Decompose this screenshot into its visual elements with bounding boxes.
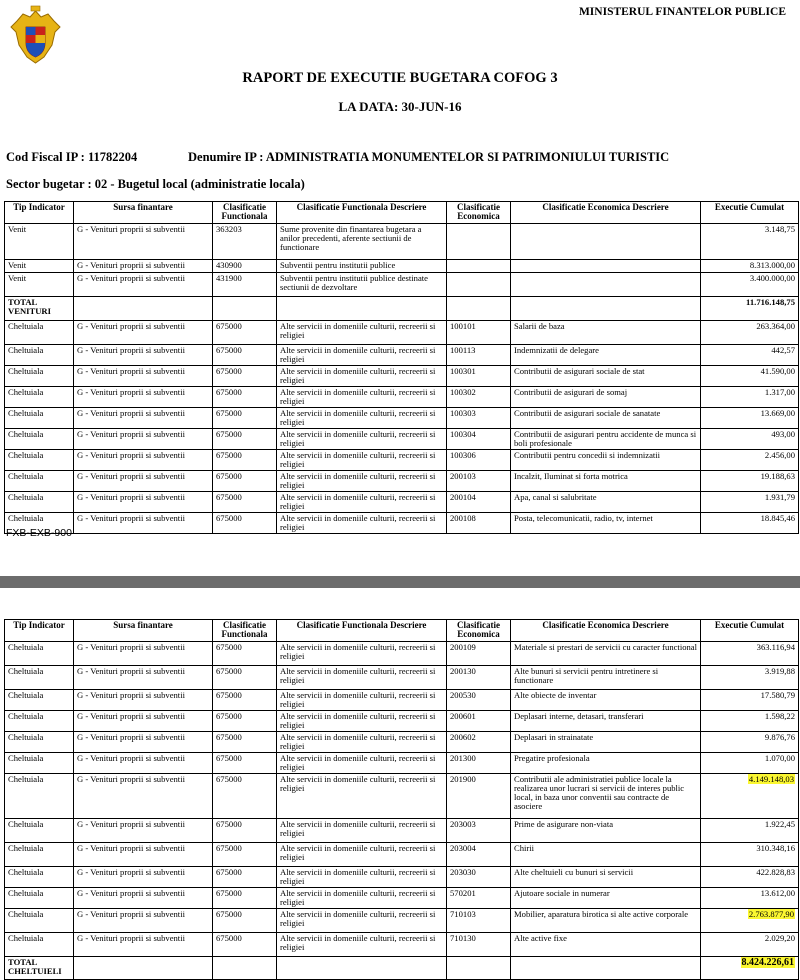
functionala-descriere-cell: Alte servicii in domeniile culturii, recreerii si religiei	[277, 492, 447, 513]
functionala-descriere-cell: Alte servicii in domeniile culturii, recreerii si religiei	[277, 843, 447, 867]
tip-indicator-cell: Cheltuiala	[5, 471, 74, 492]
tip-indicator-cell: Cheltuiala	[5, 888, 74, 909]
executie-cumulat-cell: 17.580,79	[701, 690, 799, 711]
clasificatie-functionala-cell: 431900	[213, 273, 277, 297]
table-row	[5, 867, 799, 888]
table-row	[5, 933, 799, 957]
clasificatie-economica-cell: 100306	[447, 450, 511, 471]
clasificatie-functionala-cell: 675000	[213, 366, 277, 387]
column-header: Sursa finantare	[74, 202, 213, 224]
executie-cumulat-cell: 13.612,00	[701, 888, 799, 909]
clasificatie-economica-cell: 100304	[447, 429, 511, 450]
functionala-descriere-cell: Alte servicii in domeniile culturii, recreerii si religiei	[277, 666, 447, 690]
clasificatie-functionala-cell	[213, 297, 277, 321]
column-header: Executie Cumulat	[701, 202, 799, 224]
executie-cumulat-cell: 11.716.148,75	[701, 297, 799, 321]
functionala-descriere-cell: Alte servicii in domeniile culturii, recreerii si religiei	[277, 753, 447, 774]
clasificatie-functionala-cell: 675000	[213, 933, 277, 957]
table-row	[5, 429, 799, 450]
sursa-finantare-cell: G - Venituri proprii si subventii	[74, 471, 213, 492]
sursa-finantare-cell: G - Venituri proprii si subventii	[74, 732, 213, 753]
functionala-descriere-cell: Alte servicii in domeniile culturii, recreerii si religiei	[277, 471, 447, 492]
executie-cumulat-cell: 1.317,00	[701, 387, 799, 408]
functionala-descriere-cell: Alte servicii in domeniile culturii, recreerii si religiei	[277, 642, 447, 666]
tip-indicator-cell: Cheltuiala	[5, 492, 74, 513]
column-header: Clasificatie Functionala Descriere	[277, 202, 447, 224]
sursa-finantare-cell: G - Venituri proprii si subventii	[74, 408, 213, 429]
tip-indicator-cell: Cheltuiala	[5, 690, 74, 711]
clasificatie-functionala-cell: 675000	[213, 387, 277, 408]
functionala-descriere-cell: Alte servicii in domeniile culturii, recreerii si religiei	[277, 513, 447, 534]
table-row	[5, 690, 799, 711]
economica-descriere-cell: Deplasari in strainatate	[511, 732, 701, 753]
functionala-descriere-cell: Alte servicii in domeniile culturii, recreerii si religiei	[277, 345, 447, 366]
sursa-finantare-cell: G - Venituri proprii si subventii	[74, 513, 213, 534]
functionala-descriere-cell: Alte servicii in domeniile culturii, recreerii si religiei	[277, 321, 447, 345]
sursa-finantare-cell: G - Venituri proprii si subventii	[74, 753, 213, 774]
table-header-row	[5, 620, 799, 642]
executie-cumulat-cell: 8.313.000,00	[701, 260, 799, 273]
tip-indicator-cell: Venit	[5, 224, 74, 260]
sursa-finantare-cell: G - Venituri proprii si subventii	[74, 273, 213, 297]
sursa-finantare-cell: G - Venituri proprii si subventii	[74, 387, 213, 408]
functionala-descriere-cell: Alte servicii in domeniile culturii, recreerii si religiei	[277, 711, 447, 732]
executie-cumulat-cell: 1.070,00	[701, 753, 799, 774]
table-row	[5, 297, 799, 321]
clasificatie-economica-cell: 201900	[447, 774, 511, 819]
executie-cumulat-cell: 3.148,75	[701, 224, 799, 260]
economica-descriere-cell: Contributii ale administratiei publice locale la realizarea unor lucrari si servicii de interes public local, in baza unor conventii sau contracte de asociere	[511, 774, 701, 819]
clasificatie-economica-cell: 100302	[447, 387, 511, 408]
tip-indicator-cell: Cheltuiala	[5, 933, 74, 957]
executie-cumulat-cell: 2.456,00	[701, 450, 799, 471]
tip-indicator-cell: Cheltuiala	[5, 867, 74, 888]
economica-descriere-cell: Contributii de asigurari de somaj	[511, 387, 701, 408]
sursa-finantare-cell: G - Venituri proprii si subventii	[74, 666, 213, 690]
functionala-descriere-cell: Alte servicii in domeniile culturii, recreerii si religiei	[277, 867, 447, 888]
tip-indicator-cell: Cheltuiala	[5, 450, 74, 471]
economica-descriere-cell: Alte bunuri si servicii pentru intretinere si functionare	[511, 666, 701, 690]
clasificatie-functionala-cell: 675000	[213, 867, 277, 888]
table-row	[5, 387, 799, 408]
budget-table-page-1	[4, 201, 799, 534]
functionala-descriere-cell	[277, 297, 447, 321]
sursa-finantare-cell: G - Venituri proprii si subventii	[74, 888, 213, 909]
clasificatie-economica-cell: 200130	[447, 666, 511, 690]
clasificatie-functionala-cell: 675000	[213, 471, 277, 492]
report-title: RAPORT DE EXECUTIE BUGETARA COFOG 3	[242, 70, 558, 86]
executie-cumulat-cell: 41.590,00	[701, 366, 799, 387]
clasificatie-functionala-cell: 430900	[213, 260, 277, 273]
table-row	[5, 843, 799, 867]
sursa-finantare-cell: G - Venituri proprii si subventii	[74, 711, 213, 732]
clasificatie-functionala-cell: 675000	[213, 690, 277, 711]
executie-cumulat-cell: 18.845,46	[701, 513, 799, 534]
functionala-descriere-cell: Alte servicii in domeniile culturii, recreerii si religiei	[277, 450, 447, 471]
clasificatie-economica-cell: 200109	[447, 642, 511, 666]
form-code: FXB-EXB-900	[6, 527, 72, 539]
column-header: Clasificatie Functionala Descriere	[277, 620, 447, 642]
clasificatie-economica-cell: 100303	[447, 408, 511, 429]
column-header: Clasificatie Functionala	[213, 620, 277, 642]
clasificatie-economica-cell	[447, 260, 511, 273]
executie-cumulat-cell: 2.029,20	[701, 933, 799, 957]
table-row	[5, 819, 799, 843]
highlighted-value: 8.424.226,61	[741, 957, 794, 968]
executie-cumulat-cell: 363.116,94	[701, 642, 799, 666]
economica-descriere-cell: Posta, telecomunicatii, radio, tv, internet	[511, 513, 701, 534]
economica-descriere-cell: Contributii de asigurari sociale de stat	[511, 366, 701, 387]
sursa-finantare-cell: G - Venituri proprii si subventii	[74, 909, 213, 933]
tip-indicator-cell: Cheltuiala	[5, 387, 74, 408]
fiscal-code: Cod Fiscal IP : 11782204	[6, 150, 138, 164]
column-header: Clasificatie Economica	[447, 202, 511, 224]
budget-table-page-2	[4, 619, 799, 980]
clasificatie-functionala-cell: 675000	[213, 909, 277, 933]
functionala-descriere-cell: Alte servicii in domeniile culturii, recreerii si religiei	[277, 429, 447, 450]
sursa-finantare-cell	[74, 297, 213, 321]
clasificatie-functionala-cell: 675000	[213, 732, 277, 753]
clasificatie-economica-cell: 203004	[447, 843, 511, 867]
economica-descriere-cell	[511, 273, 701, 297]
economica-descriere-cell: Alte cheltuieli cu bunuri si servicii	[511, 867, 701, 888]
functionala-descriere-cell: Subventii pentru institutii publice destinate sectiunii de dezvoltare	[277, 273, 447, 297]
tip-indicator-cell: Cheltuiala	[5, 843, 74, 867]
clasificatie-functionala-cell: 675000	[213, 888, 277, 909]
tip-indicator-cell: Cheltuiala	[5, 666, 74, 690]
functionala-descriere-cell: Alte servicii in domeniile culturii, recreerii si religiei	[277, 909, 447, 933]
column-header: Executie Cumulat	[701, 620, 799, 642]
economica-descriere-cell	[511, 224, 701, 260]
economica-descriere-cell: Salarii de baza	[511, 321, 701, 345]
economica-descriere-cell: Contributii de asigurari pentru accidente de munca si boli profesionale	[511, 429, 701, 450]
sursa-finantare-cell: G - Venituri proprii si subventii	[74, 429, 213, 450]
table-header-row	[5, 202, 799, 224]
table-row	[5, 888, 799, 909]
column-header: Tip Indicator	[5, 620, 74, 642]
clasificatie-functionala-cell: 675000	[213, 843, 277, 867]
clasificatie-economica-cell: 203003	[447, 819, 511, 843]
executie-cumulat-cell	[701, 909, 799, 933]
executie-cumulat-cell	[701, 774, 799, 819]
table-row	[5, 321, 799, 345]
table-row	[5, 260, 799, 273]
economica-descriere-cell: Deplasari interne, detasari, transferari	[511, 711, 701, 732]
economica-descriere-cell: Incalzit, Iluminat si forta motrica	[511, 471, 701, 492]
institution-name: Denumire IP : ADMINISTRATIA MONUMENTELOR SI PATRIMONIULUI TURISTIC	[188, 150, 670, 164]
clasificatie-economica-cell: 200602	[447, 732, 511, 753]
tip-indicator-cell: TOTAL CHELTUIELI	[5, 957, 74, 980]
functionala-descriere-cell: Alte servicii in domeniile culturii, recreerii si religiei	[277, 366, 447, 387]
economica-descriere-cell: Alte active fixe	[511, 933, 701, 957]
sursa-finantare-cell: G - Venituri proprii si subventii	[74, 224, 213, 260]
clasificatie-economica-cell: 200104	[447, 492, 511, 513]
clasificatie-economica-cell: 200108	[447, 513, 511, 534]
tip-indicator-cell: Cheltuiala	[5, 909, 74, 933]
sursa-finantare-cell: G - Venituri proprii si subventii	[74, 774, 213, 819]
tip-indicator-cell: Cheltuiala	[5, 345, 74, 366]
executie-cumulat-cell: 19.188,63	[701, 471, 799, 492]
report-date: LA DATA: 30-JUN-16	[338, 99, 462, 114]
functionala-descriere-cell: Sume provenite din finantarea bugetara a anilor precedenti, aferente sectiunii de functionare	[277, 224, 447, 260]
economica-descriere-cell: Mobilier, aparatura birotica si alte active corporale	[511, 909, 701, 933]
table-row	[5, 642, 799, 666]
economica-descriere-cell: Materiale si prestari de servicii cu caracter functional	[511, 642, 701, 666]
clasificatie-economica-cell: 200601	[447, 711, 511, 732]
sursa-finantare-cell: G - Venituri proprii si subventii	[74, 843, 213, 867]
tip-indicator-cell: Cheltuiala	[5, 513, 74, 534]
clasificatie-economica-cell	[447, 297, 511, 321]
tip-indicator-cell: Cheltuiala	[5, 408, 74, 429]
economica-descriere-cell: Apa, canal si salubritate	[511, 492, 701, 513]
sursa-finantare-cell: G - Venituri proprii si subventii	[74, 345, 213, 366]
sursa-finantare-cell: G - Venituri proprii si subventii	[74, 260, 213, 273]
functionala-descriere-cell: Alte servicii in domeniile culturii, recreerii si religiei	[277, 933, 447, 957]
table-row	[5, 753, 799, 774]
clasificatie-economica-cell: 710103	[447, 909, 511, 933]
tip-indicator-cell: Cheltuiala	[5, 732, 74, 753]
clasificatie-functionala-cell: 675000	[213, 711, 277, 732]
economica-descriere-cell: Alte obiecte de inventar	[511, 690, 701, 711]
executie-cumulat-cell: 13.669,00	[701, 408, 799, 429]
clasificatie-functionala-cell: 675000	[213, 753, 277, 774]
clasificatie-economica-cell: 100101	[447, 321, 511, 345]
executie-cumulat-cell: 493,00	[701, 429, 799, 450]
tip-indicator-cell: TOTAL VENITURI	[5, 297, 74, 321]
economica-descriere-cell	[511, 297, 701, 321]
functionala-descriere-cell: Alte servicii in domeniile culturii, recreerii si religiei	[277, 387, 447, 408]
budget-sector: Sector bugetar : 02 - Bugetul local (administratie locala)	[6, 177, 305, 191]
economica-descriere-cell: Pregatire profesionala	[511, 753, 701, 774]
table-row	[5, 450, 799, 471]
executie-cumulat-cell: 3.400.000,00	[701, 273, 799, 297]
tip-indicator-cell: Cheltuiala	[5, 366, 74, 387]
tip-indicator-cell: Cheltuiala	[5, 642, 74, 666]
table-row	[5, 711, 799, 732]
sursa-finantare-cell: G - Venituri proprii si subventii	[74, 366, 213, 387]
executie-cumulat-cell: 263.364,00	[701, 321, 799, 345]
functionala-descriere-cell: Subventii pentru institutii publice	[277, 260, 447, 273]
executie-cumulat-cell: 3.919,88	[701, 666, 799, 690]
functionala-descriere-cell: Alte servicii in domeniile culturii, recreerii si religiei	[277, 774, 447, 819]
executie-cumulat-cell: 9.876,76	[701, 732, 799, 753]
functionala-descriere-cell: Alte servicii in domeniile culturii, recreerii si religiei	[277, 732, 447, 753]
clasificatie-functionala-cell: 675000	[213, 408, 277, 429]
functionala-descriere-cell: Alte servicii in domeniile culturii, recreerii si religiei	[277, 690, 447, 711]
economica-descriere-cell: Prime de asigurare non-viata	[511, 819, 701, 843]
highlighted-value: 4.149.148,03	[748, 774, 794, 784]
ministry-name: MINISTERUL FINANTELOR PUBLICE	[578, 6, 786, 18]
column-header: Tip Indicator	[5, 202, 74, 224]
column-header: Clasificatie Economica Descriere	[511, 202, 701, 224]
page-separator	[0, 576, 800, 588]
clasificatie-economica-cell: 100301	[447, 366, 511, 387]
column-header: Clasificatie Economica Descriere	[511, 620, 701, 642]
tip-indicator-cell: Cheltuiala	[5, 321, 74, 345]
column-header: Clasificatie Functionala	[213, 202, 277, 224]
clasificatie-economica-cell: 201300	[447, 753, 511, 774]
functionala-descriere-cell: Alte servicii in domeniile culturii, recreerii si religiei	[277, 408, 447, 429]
table-row	[5, 345, 799, 366]
sursa-finantare-cell: G - Venituri proprii si subventii	[74, 321, 213, 345]
clasificatie-functionala-cell: 363203	[213, 224, 277, 260]
clasificatie-functionala-cell: 675000	[213, 492, 277, 513]
tip-indicator-cell: Cheltuiala	[5, 711, 74, 732]
table-row	[5, 273, 799, 297]
clasificatie-functionala-cell: 675000	[213, 345, 277, 366]
table-row	[5, 774, 799, 819]
clasificatie-economica-cell: 200530	[447, 690, 511, 711]
economica-descriere-cell	[511, 260, 701, 273]
sursa-finantare-cell: G - Venituri proprii si subventii	[74, 867, 213, 888]
clasificatie-functionala-cell: 675000	[213, 429, 277, 450]
table-row	[5, 408, 799, 429]
executie-cumulat-cell: 310.348,16	[701, 843, 799, 867]
tip-indicator-cell: Cheltuiala	[5, 819, 74, 843]
clasificatie-economica-cell: 203030	[447, 867, 511, 888]
clasificatie-functionala-cell: 675000	[213, 450, 277, 471]
clasificatie-economica-cell: 200103	[447, 471, 511, 492]
economica-descriere-cell: Indemnizatii de delegare	[511, 345, 701, 366]
table-row	[5, 909, 799, 933]
tip-indicator-cell: Cheltuiala	[5, 429, 74, 450]
clasificatie-economica-cell	[447, 273, 511, 297]
sursa-finantare-cell: G - Venituri proprii si subventii	[74, 492, 213, 513]
clasificatie-functionala-cell: 675000	[213, 321, 277, 345]
functionala-descriere-cell: Alte servicii in domeniile culturii, recreerii si religiei	[277, 819, 447, 843]
table-row	[5, 224, 799, 260]
sursa-finantare-cell: G - Venituri proprii si subventii	[74, 690, 213, 711]
table-row	[5, 471, 799, 492]
column-header: Clasificatie Economica	[447, 620, 511, 642]
economica-descriere-cell: Contributii pentru concedii si indemnizatii	[511, 450, 701, 471]
executie-cumulat-cell: 1.598,22	[701, 711, 799, 732]
column-header: Sursa finantare	[74, 620, 213, 642]
tip-indicator-cell: Cheltuiala	[5, 774, 74, 819]
executie-cumulat-cell: 422.828,83	[701, 867, 799, 888]
sursa-finantare-cell: G - Venituri proprii si subventii	[74, 819, 213, 843]
coat-of-arms-icon	[8, 5, 63, 69]
tip-indicator-cell: Venit	[5, 273, 74, 297]
functionala-descriere-cell: Alte servicii in domeniile culturii, recreerii si religiei	[277, 888, 447, 909]
economica-descriere-cell: Ajutoare sociale in numerar	[511, 888, 701, 909]
clasificatie-economica-cell: 100113	[447, 345, 511, 366]
sursa-finantare-cell: G - Venituri proprii si subventii	[74, 642, 213, 666]
sursa-finantare-cell: G - Venituri proprii si subventii	[74, 450, 213, 471]
table-row	[5, 666, 799, 690]
clasificatie-functionala-cell: 675000	[213, 819, 277, 843]
table-row	[5, 513, 799, 534]
economica-descriere-cell: Contributii de asigurari sociale de sanatate	[511, 408, 701, 429]
table-row	[5, 732, 799, 753]
economica-descriere-cell: Chirii	[511, 843, 701, 867]
clasificatie-functionala-cell: 675000	[213, 666, 277, 690]
highlighted-value: 2.763.877,90	[748, 909, 794, 919]
clasificatie-functionala-cell: 675000	[213, 774, 277, 819]
clasificatie-functionala-cell: 675000	[213, 513, 277, 534]
tip-indicator-cell: Cheltuiala	[5, 753, 74, 774]
sursa-finantare-cell: G - Venituri proprii si subventii	[74, 933, 213, 957]
clasificatie-functionala-cell: 675000	[213, 642, 277, 666]
tip-indicator-cell: Venit	[5, 260, 74, 273]
table-row	[5, 492, 799, 513]
executie-cumulat-cell: 1.922,45	[701, 819, 799, 843]
clasificatie-economica-cell: 570201	[447, 888, 511, 909]
executie-cumulat-cell: 442,57	[701, 345, 799, 366]
clasificatie-economica-cell	[447, 224, 511, 260]
executie-cumulat-cell: 1.931,79	[701, 492, 799, 513]
clasificatie-economica-cell: 710130	[447, 933, 511, 957]
table-row	[5, 366, 799, 387]
